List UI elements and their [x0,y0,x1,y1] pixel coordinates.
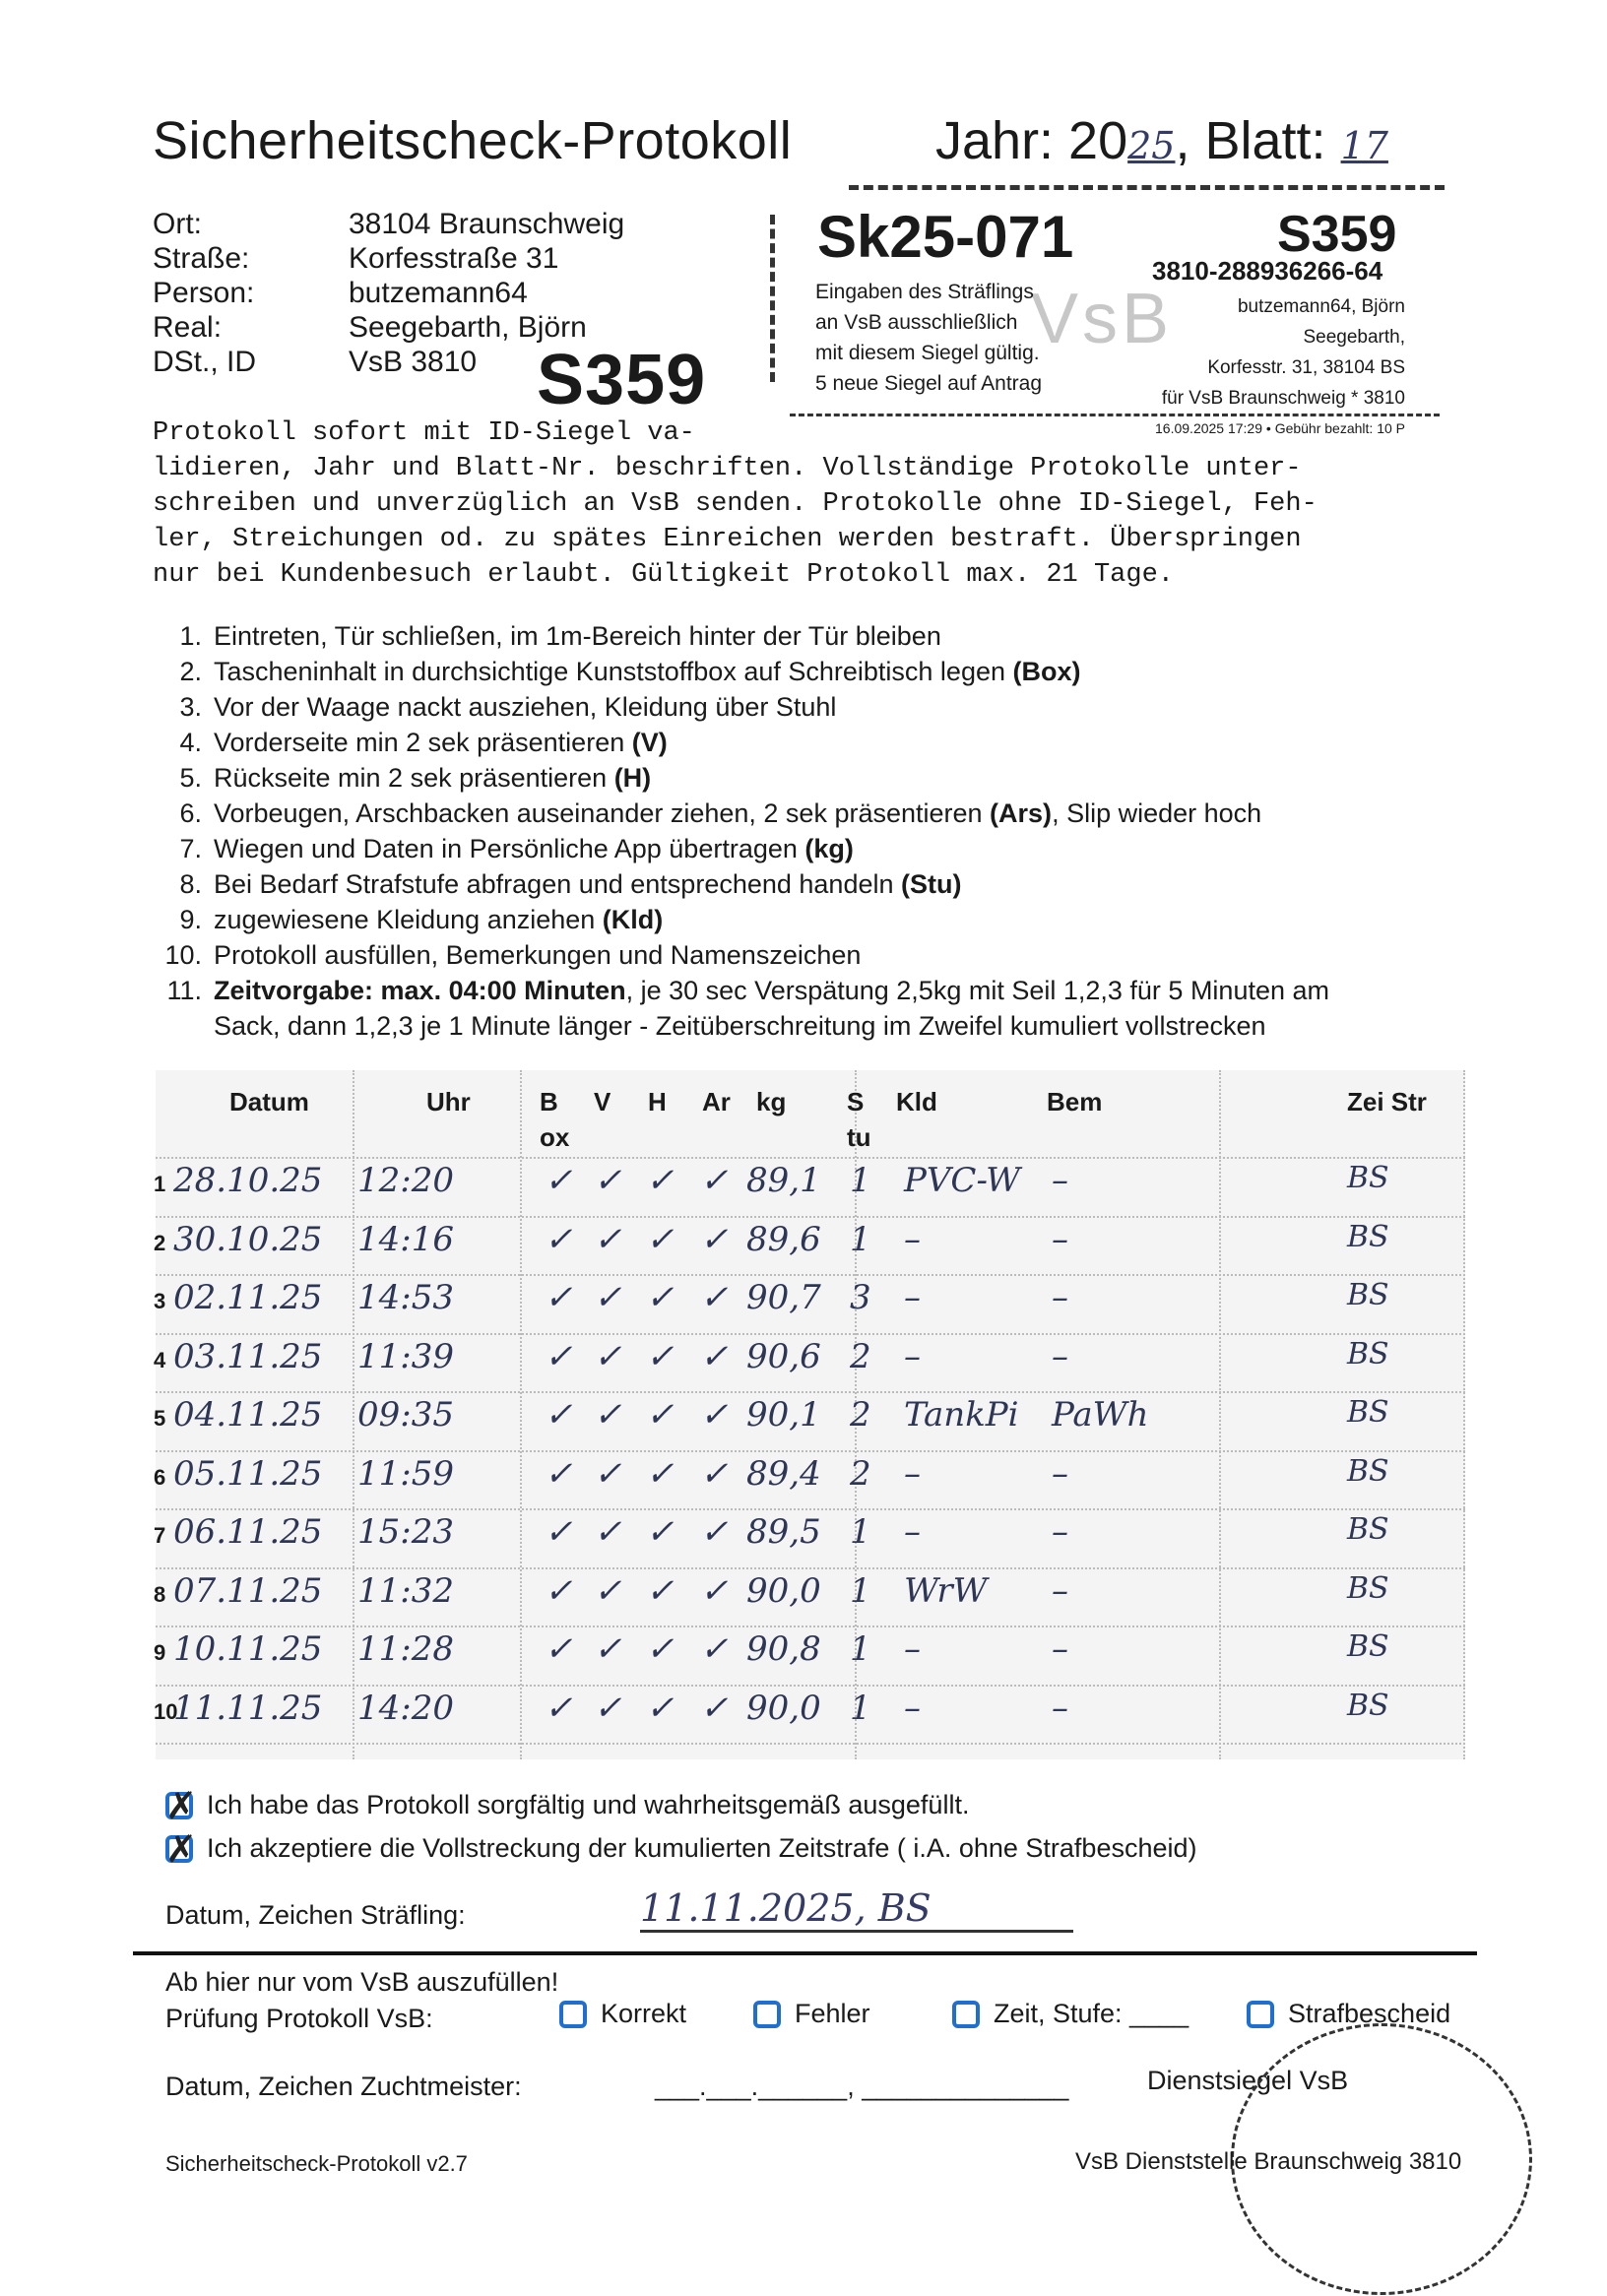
confirm-checkbox-1[interactable] [165,1790,969,1820]
official-note: Ab hier nur vom VsB auszufüllen! [165,1967,559,1997]
cell-stu[interactable]: 1 [850,1688,871,1728]
step-number: 10. [164,940,202,970]
cell-h[interactable]: ✓ [646,1336,675,1376]
step-text: Bei Bedarf Strafstufe abfragen und entsprechend handeln (Stu) [214,869,962,899]
cell-h[interactable]: ✓ [646,1161,675,1200]
cell-signature[interactable]: BS [1347,1278,1389,1312]
cell-uhr[interactable]: 14:53 [357,1278,454,1317]
seal-label: Dienstsiegel VsB [1147,2066,1349,2095]
checkbox-checked-icon [165,1792,193,1819]
row-divider [156,1450,1465,1452]
cell-bem[interactable]: – [1052,1219,1068,1259]
header-v: V [594,1087,611,1116]
cell-h[interactable]: ✓ [646,1688,675,1728]
info-row-ort [153,207,624,241]
cell-stu[interactable]: 1 [850,1512,871,1552]
confirm-checkbox-2[interactable] [165,1833,1197,1864]
official-check-label: Prüfung Protokoll VsB: [165,2004,433,2033]
cell-h[interactable]: ✓ [646,1395,675,1435]
option-label: Strafbescheid [1288,1999,1451,2028]
cell-stu[interactable]: 1 [850,1161,871,1200]
row-divider [156,1508,1465,1510]
checkbox-icon [559,2001,587,2028]
step-number: 2. [179,657,202,686]
cell-ar[interactable]: ✓ [700,1570,729,1611]
cell-box[interactable]: ✓ [545,1219,573,1259]
step-text: Zeitvorgabe: max. 04:00 Minuten, je 30 sec Verspätung 2,5kg mit Seil 1,2,3 für 5 Minuten am [214,976,1330,1005]
cell-kld[interactable]: PVC-W [904,1161,1021,1200]
step-number: 4. [179,728,202,757]
step-text: Rückseite min 2 sek präsentieren (H) [214,763,652,793]
cell-signature[interactable]: BS [1347,1336,1389,1371]
cell-bem[interactable]: PaWh [1052,1395,1149,1435]
protocol-table [156,1070,1465,1759]
cell-kg[interactable]: 89,5 [746,1512,821,1552]
cell-v[interactable]: ✓ [594,1395,622,1435]
cell-kld[interactable]: WrW [904,1570,988,1611]
cell-kld[interactable]: – [904,1512,921,1552]
row-divider [156,1333,1465,1335]
cell-uhr[interactable]: 12:20 [357,1161,454,1200]
cell-kld[interactable]: – [904,1336,921,1376]
info-key: DSt., ID [153,346,257,378]
stamp-line: mit diesem Siegel gültig. [815,342,1040,364]
row-number: 6 [154,1464,166,1490]
cell-box[interactable]: ✓ [545,1688,573,1728]
step-text: Protokoll ausfüllen, Bemerkungen und Namenszeichen [214,940,862,970]
year-sheet-line [935,110,1388,171]
row-number: 10 [154,1698,178,1724]
info-value: 38104 Braunschweig [349,208,625,240]
cell-bem[interactable]: – [1052,1629,1068,1669]
cell-kld[interactable]: – [904,1278,921,1317]
cell-signature[interactable]: BS [1347,1395,1389,1430]
row-number: 3 [154,1289,166,1313]
step-item [153,725,1472,760]
header-h: H [648,1087,667,1116]
row-number: 9 [154,1640,166,1665]
document-title: Sicherheitscheck-Protokoll [153,111,793,170]
stamp-line: an VsB ausschließlich [815,311,1018,334]
info-key: Real: [153,311,223,344]
big-id-siegel: S359 [537,341,707,419]
cell-bem[interactable]: – [1052,1688,1068,1728]
confirm-text-2: Ich akzeptiere die Vollstreckung der kumulierten Zeitstrafe ( i.A. ohne Strafbescheid) [207,1833,1197,1863]
row-number: 8 [154,1581,166,1607]
step-item [153,902,1472,937]
master-blank-field[interactable]: ___.___.______, ______________ [655,2072,1069,2101]
row-divider [156,1626,1465,1627]
row-divider [156,1685,1465,1687]
step-item [153,796,1472,831]
row-number: 1 [154,1172,166,1196]
cell-h[interactable]: ✓ [646,1629,675,1669]
step-number: 7. [179,834,202,863]
stamp-id-number: 3810-288936266-64 [1152,256,1383,286]
step-number: 3. [179,692,202,722]
info-row-person [153,276,624,310]
checkbox-icon [753,2001,781,2028]
cell-datum[interactable]: 30.10.25 [173,1219,323,1259]
cell-uhr[interactable]: 14:20 [357,1688,454,1728]
step-number [153,1008,214,1044]
cell-v[interactable]: ✓ [594,1512,622,1552]
cell-uhr[interactable]: 15:23 [357,1512,454,1552]
cell-box[interactable]: ✓ [545,1570,573,1611]
step-item [153,973,1472,1008]
checkbox-icon [1247,2001,1274,2028]
step-text: Vorbeugen, Arschbacken auseinander ziehen, 2 sek präsentieren (Ars), Slip wieder hoch [214,798,1262,828]
step-item [153,760,1472,796]
stamp-line: Korfesstr. 31, 38104 BS [1207,357,1405,378]
step-item [153,654,1472,689]
cell-ar[interactable]: ✓ [700,1629,729,1669]
cell-kg[interactable]: 90,6 [746,1336,821,1376]
cell-ar[interactable]: ✓ [700,1219,729,1259]
cell-stu[interactable]: 1 [850,1570,871,1611]
cell-uhr[interactable]: 11:59 [357,1453,454,1494]
cell-kld[interactable]: – [904,1219,921,1259]
header-kld: Kld [896,1087,937,1116]
cell-kg[interactable]: 89,1 [746,1161,821,1200]
stamp-border-top [849,185,1445,190]
info-value: Seegebarth, Björn [349,311,587,344]
cell-datum[interactable]: 02.11.25 [173,1278,323,1317]
cell-ar[interactable]: ✓ [700,1336,729,1376]
cell-uhr[interactable]: 09:35 [357,1395,454,1435]
stamp-line: 5 neue Siegel auf Antrag [815,372,1043,395]
cell-ar[interactable]: ✓ [700,1395,729,1435]
cell-h[interactable]: ✓ [646,1453,675,1494]
stamp-code-right: S359 [1277,206,1397,263]
info-row-strasse [153,241,624,276]
cell-bem[interactable]: – [1052,1453,1068,1494]
checkbox-checked-icon [165,1835,193,1863]
stamp-code: Sk25-071 [817,204,1074,270]
cell-v[interactable]: ✓ [594,1688,622,1728]
stamp-line: Eingaben des Sträflings [815,281,1034,303]
cell-ar[interactable]: ✓ [700,1453,729,1494]
id-siegel-stamp [770,185,1449,436]
cell-signature[interactable]: BS [1347,1629,1389,1664]
info-key: Ort: [153,208,202,240]
cell-kld[interactable]: – [904,1453,921,1494]
cell-v[interactable]: ✓ [594,1219,622,1259]
cell-box[interactable]: ✓ [545,1395,573,1435]
cell-datum[interactable]: 11.11.25 [173,1688,323,1728]
step-item [153,937,1472,973]
cell-h[interactable]: ✓ [646,1570,675,1611]
info-value: butzemann64 [349,277,528,309]
cell-ar[interactable]: ✓ [700,1512,729,1552]
step-number: 5. [179,763,202,793]
row-number: 2 [154,1230,166,1255]
confirm-text-1: Ich habe das Protokoll sorgfältig und wahrheitsgemäß ausgefüllt. [207,1790,970,1819]
sheet-label: , Blatt: [1175,111,1326,170]
header-zei-str: Zei Str [1347,1087,1427,1116]
cell-bem[interactable]: – [1052,1336,1068,1376]
step-text: Vor der Waage nackt ausziehen, Kleidung über Stuhl [214,692,837,722]
cell-box[interactable]: ✓ [545,1161,573,1200]
cell-stu[interactable]: 2 [850,1395,871,1435]
stamp-watermark: VsB [1031,280,1174,358]
cell-h[interactable]: ✓ [646,1219,675,1259]
year-handwritten: 25 [1127,124,1176,167]
rules-text: Protokoll sofort mit ID-Siegel va- lidieren, Jahr und Blatt-Nr. beschriften. Vollständige Protokolle unter- schreiben und unverzüglich an VsB senden. Protokolle ohne ID-Siegel, Feh- ler, Streichungen od. zu spätes Einreichen werden bestraft. Überspringen nur bei Kundenbesuch erlaubt. Gültigkeit Protokoll max. 21 Tage. [153,418,1318,590]
option-korrekt[interactable] [559,1999,686,2029]
step-number: 11. [166,976,202,1005]
cell-kg[interactable]: 90,1 [746,1395,821,1435]
step-item [153,866,1472,902]
info-key: Person: [153,277,255,309]
cell-v[interactable]: ✓ [594,1336,622,1376]
cell-kld[interactable]: TankPi [904,1395,1019,1435]
cell-box[interactable]: ✓ [545,1629,573,1669]
cell-kld[interactable]: – [904,1629,921,1669]
cell-v[interactable]: ✓ [594,1629,622,1669]
step-number: 1. [179,621,202,651]
header-datum: Datum [229,1087,309,1116]
cell-bem[interactable]: – [1052,1570,1068,1611]
header-ar: Ar [702,1087,731,1116]
row-divider [156,1391,1465,1393]
cell-kld[interactable]: – [904,1688,921,1728]
option-label: Fehler [795,1999,870,2028]
header-bem: Bem [1047,1087,1103,1116]
cell-ar[interactable]: ✓ [700,1161,729,1200]
cell-datum[interactable]: 28.10.25 [173,1161,323,1200]
cell-bem[interactable]: – [1052,1512,1068,1552]
cell-stu[interactable]: 2 [850,1336,871,1376]
stamp-line: butzemann64, Björn Seegebarth, [1237,296,1405,348]
cell-bem[interactable]: – [1052,1161,1068,1200]
cell-kg[interactable]: 90,0 [746,1570,821,1611]
row-divider [156,1567,1465,1569]
option-label: Zeit, Stufe: ____ [994,1999,1189,2028]
cell-datum[interactable]: 05.11.25 [173,1453,323,1494]
cell-datum[interactable]: 04.11.25 [173,1395,323,1435]
option-strafbescheid[interactable] [1247,1999,1450,2029]
sheet-number-handwritten: 17 [1340,124,1388,167]
cell-box[interactable]: ✓ [545,1512,573,1552]
checkbox-icon [952,2001,980,2028]
step-number: 6. [179,798,202,828]
header-box: B ox [540,1087,570,1152]
cell-kg[interactable]: 89,6 [746,1219,821,1259]
cell-datum[interactable]: 06.11.25 [173,1512,323,1552]
cell-v[interactable]: ✓ [594,1570,622,1611]
row-number: 4 [154,1347,166,1372]
cell-uhr[interactable]: 14:16 [357,1219,454,1259]
step-text: Vorderseite min 2 sek präsentieren (V) [214,728,668,757]
info-value: Korfesstraße 31 [349,242,559,275]
cell-v[interactable]: ✓ [594,1161,622,1200]
office-label: VsB Dienststelle Braunschweig 3810 [1075,2148,1462,2175]
info-key: Straße: [153,242,250,275]
row-divider [156,1274,1465,1276]
step-text: zugewiesene Kleidung anziehen (Kld) [214,905,664,934]
row-number: 5 [154,1406,166,1431]
step-number: 9. [179,905,202,934]
cell-uhr[interactable]: 11:28 [357,1629,454,1669]
cell-h[interactable]: ✓ [646,1278,675,1317]
stamp-footer: 16.09.2025 17:29 • Gebühr bezahlt: 10 P [1155,420,1405,436]
info-value: VsB 3810 [349,346,478,378]
cell-signature[interactable]: BS [1347,1219,1389,1254]
step-text: Eintreten, Tür schließen, im 1m-Bereich hinter der Tür bleiben [214,621,941,651]
row-divider [156,1157,1465,1159]
step-text: Tascheninhalt in durchsichtige Kunststoffbox auf Schreibtisch legen (Box) [214,657,1081,686]
step-text: Wiegen und Daten in Persönliche App übertragen (kg) [214,834,854,863]
sign-label: Datum, Zeichen Sträfling: [165,1900,466,1930]
header-kg: kg [756,1087,787,1116]
cell-kg[interactable]: 90,7 [746,1278,821,1317]
cell-h[interactable]: ✓ [646,1512,675,1552]
cell-box[interactable]: ✓ [545,1278,573,1317]
step-item [153,1008,1472,1044]
cell-signature[interactable]: BS [1347,1688,1389,1723]
section-divider [133,1951,1477,1955]
cell-uhr[interactable]: 11:32 [357,1570,454,1611]
cell-signature[interactable]: BS [1347,1453,1389,1489]
stamp-left-text [815,277,1042,399]
header-stu: S tu [847,1087,871,1152]
cell-signature[interactable]: BS [1347,1512,1389,1547]
header-uhr: Uhr [426,1087,471,1116]
step-item [153,689,1472,725]
cell-signature[interactable]: BS [1347,1570,1389,1606]
step-item [153,831,1472,866]
stamp-line: für VsB Braunschweig * 3810 [1161,388,1405,409]
cell-box[interactable]: ✓ [545,1453,573,1494]
row-divider [156,1216,1465,1218]
option-zeit-stufe[interactable] [952,1999,1189,2029]
cell-kg[interactable]: 89,4 [746,1453,821,1494]
cell-ar[interactable]: ✓ [700,1278,729,1317]
cell-bem[interactable]: – [1052,1278,1068,1317]
col-divider [1219,1070,1221,1759]
step-number: 8. [179,869,202,899]
year-label: Jahr: 20 [935,111,1128,170]
option-label: Korrekt [601,1999,687,2028]
option-fehler[interactable] [753,1999,870,2029]
cell-v[interactable]: ✓ [594,1453,622,1494]
cell-uhr[interactable]: 11:39 [357,1336,454,1376]
cell-datum[interactable]: 10.11.25 [173,1629,323,1669]
col-divider [1463,1070,1465,1759]
cell-stu[interactable]: 3 [850,1278,871,1317]
prisoner-signature: 11.11.2025, BS [640,1886,1073,1933]
step-text: Sack, dann 1,2,3 je 1 Minute länger - Zeitüberschreitung im Zweifel kumuliert vollstrecken [214,1011,1266,1041]
cell-datum[interactable]: 03.11.25 [173,1336,323,1376]
cell-stu[interactable]: 1 [850,1629,871,1669]
col-divider [520,1070,522,1759]
cell-v[interactable]: ✓ [594,1278,622,1317]
row-divider [156,1743,1465,1745]
cell-stu[interactable]: 1 [850,1219,871,1259]
row-number: 7 [154,1523,166,1548]
cell-stu[interactable]: 2 [850,1453,871,1494]
cell-kg[interactable]: 90,8 [746,1629,821,1669]
master-label: Datum, Zeichen Zuchtmeister: [165,2072,522,2101]
cell-datum[interactable]: 07.11.25 [173,1570,323,1611]
cell-ar[interactable]: ✓ [700,1688,729,1728]
cell-kg[interactable]: 90,0 [746,1688,821,1728]
step-item [153,618,1472,654]
cell-box[interactable]: ✓ [545,1336,573,1376]
cell-signature[interactable]: BS [1347,1161,1389,1195]
steps-list [153,618,1472,1044]
col-divider [353,1070,354,1759]
stamp-border-left [770,215,775,382]
form-version: Sicherheitscheck-Protokoll v2.7 [165,2151,468,2176]
